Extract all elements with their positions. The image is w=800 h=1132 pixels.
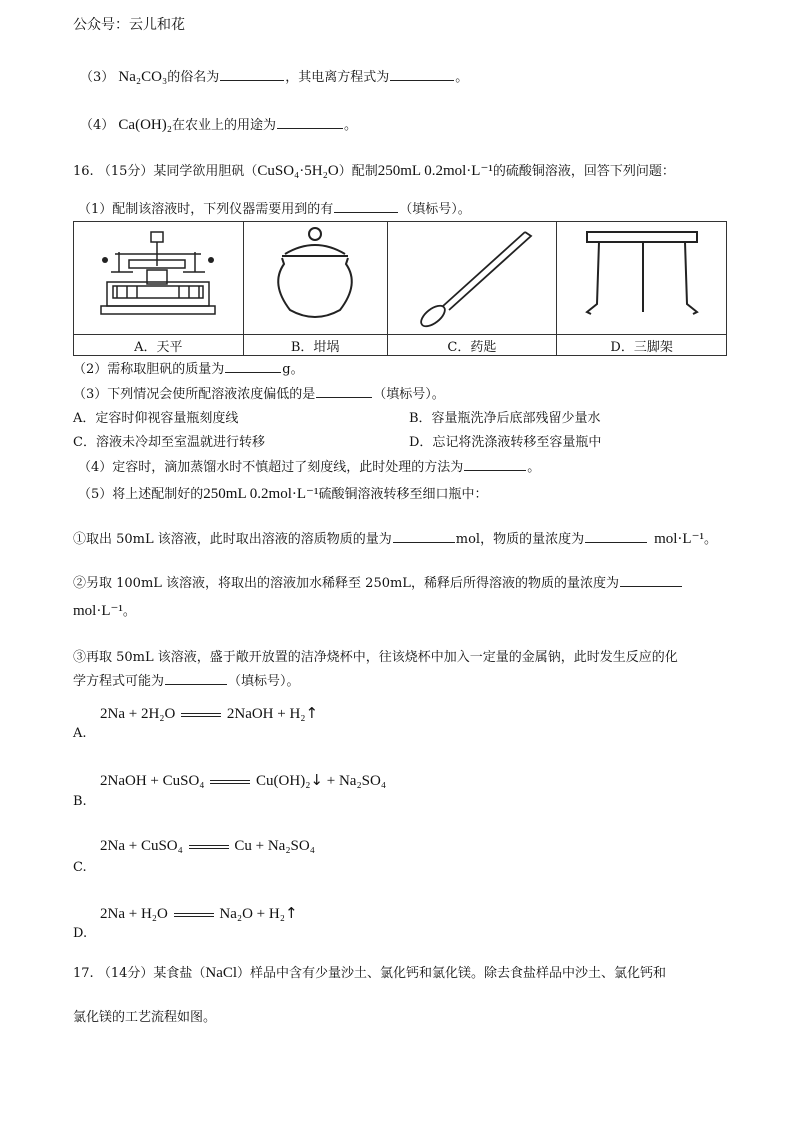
q16-sub3-line2: 学方程式可能为 （填标号）。 — [73, 670, 300, 689]
q16-sub3-line1: ③再取 50mL 该溶液，盛于敞开放置的洁净烧杯中，往该烧杯中加入一定量的金属钠，此时发生反应的化 — [73, 650, 678, 665]
equation-d: 2Na + H₂O Na₂O + H₂↑ — [100, 904, 298, 922]
equation-a: 2Na + 2H₂O 2NaOH + H₂↑ — [100, 704, 319, 722]
answer-blank[interactable] — [334, 199, 398, 213]
q16-sub2-unit: mol·L⁻¹。 — [73, 603, 136, 619]
equation-b-letter: B. — [73, 794, 87, 809]
answer-blank[interactable] — [620, 573, 682, 587]
unit-mol-per-l: mol·L⁻¹ — [654, 531, 705, 547]
formula-cuso4-5h2o: CuSO₄·5H₂O — [257, 163, 339, 179]
formula-nacl: NaCl — [205, 965, 238, 981]
crucible-icon — [260, 224, 370, 328]
option-b: B．容量瓶洗净后底部残留少量水 — [409, 411, 601, 426]
q16-sub1: ①取出 50mL 该溶液，此时取出溶液的溶质物质的量为 mol，物质的量浓度为 mol·L⁻¹。 — [73, 531, 718, 547]
q16-part4: （4）定容时，滴加蒸馏水时不慎超过了刻度线，此时处理的方法为 。 — [78, 456, 540, 475]
spatula-icon — [407, 224, 537, 328]
answer-blank[interactable] — [585, 529, 647, 543]
q16-part2: （2）需称取胆矾的质量为 g。 — [73, 358, 304, 377]
q16-part3: （3）下列情况会使所配溶液浓度偏低的是 （填标号）。 — [73, 383, 445, 402]
instrument-label-d: D．三脚架 — [557, 335, 727, 356]
answer-blank[interactable] — [316, 384, 372, 398]
option-a: A．定容时仰视容量瓶刻度线 — [73, 411, 239, 426]
q17-line2: 氯化镁的工艺流程如图。 — [73, 1010, 217, 1025]
answer-blank[interactable] — [393, 529, 455, 543]
answer-blank[interactable] — [464, 457, 526, 471]
concentration: 250mL 0.2mol·L⁻¹ — [377, 163, 493, 179]
q16-sub2: ②另取 100mL 该溶液，将取出的溶液加水稀释至 250mL，稀释后所得溶液的物质的量浓度为 — [73, 572, 683, 591]
reaction-sign — [181, 713, 221, 717]
reaction-sign — [189, 845, 229, 849]
instrument-label-c: C．药匙 — [387, 335, 557, 356]
equation-a-letter: A. — [73, 726, 87, 741]
unit-mol-per-l: mol·L⁻¹ — [73, 603, 123, 619]
tripod-icon — [577, 224, 707, 328]
source-header: 公众号：云儿和花 — [73, 17, 185, 33]
equation-d-letter: D. — [73, 926, 88, 941]
equation-b: 2NaOH + CuSO₄ Cu(OH)₂↓ + Na₂SO₄ — [100, 771, 387, 789]
q16-stem: 16. （15分）某同学欲用胆矾（CuSO₄·5H₂O）配制250mL 0.2mol·L⁻¹的硫酸铜溶液，回答下列问题： — [73, 163, 675, 179]
q15-part4: （4） Ca(OH)₂在农业上的用途为 。 — [80, 117, 358, 133]
option-d: D．忘记将洗涤液转移至容量瓶中 — [409, 435, 602, 450]
q16-part5: （5）将上述配制好的250mL 0.2mol·L⁻¹硫酸铜溶液转移至细口瓶中： — [78, 486, 488, 502]
reaction-sign — [210, 780, 250, 784]
equation-c-letter: C. — [73, 860, 87, 875]
q16-part1: （1）配制该溶液时，下列仪器需要用到的有 （填标号）。 — [78, 198, 471, 217]
q15-part3: （3） Na₂CO₃的俗名为 ，其电离方程式为 。 — [80, 69, 469, 85]
balance-scale-icon — [93, 226, 223, 326]
precipitate-arrow-icon: ↓ — [310, 771, 323, 789]
answer-blank[interactable] — [165, 671, 227, 685]
answer-blank[interactable] — [390, 67, 454, 81]
concentration: 250mL 0.2mol·L⁻¹ — [203, 486, 319, 502]
formula-na2co3: Na₂CO₃ — [118, 69, 168, 85]
instrument-cell-c — [387, 222, 557, 335]
answer-blank[interactable] — [277, 115, 343, 129]
instrument-label-a: A．天平 — [74, 335, 244, 356]
instrument-table — [73, 221, 727, 356]
formula-caoh2: Ca(OH)₂ — [118, 117, 172, 133]
instrument-cell-d — [557, 222, 727, 335]
q17-stem: 17. （14分）某食盐（NaCl）样品中含有少量沙土、氯化钙和氯化镁。除去食盐样品中沙土、氯化钙和 — [73, 965, 667, 981]
instrument-cell-a — [74, 222, 244, 335]
answer-blank[interactable] — [225, 359, 281, 373]
gas-arrow-icon: ↑ — [284, 904, 298, 922]
answer-blank[interactable] — [220, 67, 284, 81]
gas-arrow-icon: ↑ — [305, 704, 319, 722]
equation-c: 2Na + CuSO₄ Cu + Na₂SO₄ — [100, 838, 315, 854]
instrument-label-b: B．坩埚 — [243, 335, 387, 356]
instrument-cell-b — [243, 222, 387, 335]
option-c: C．溶液未冷却至室温就进行转移 — [73, 435, 265, 450]
reaction-sign — [174, 913, 214, 917]
